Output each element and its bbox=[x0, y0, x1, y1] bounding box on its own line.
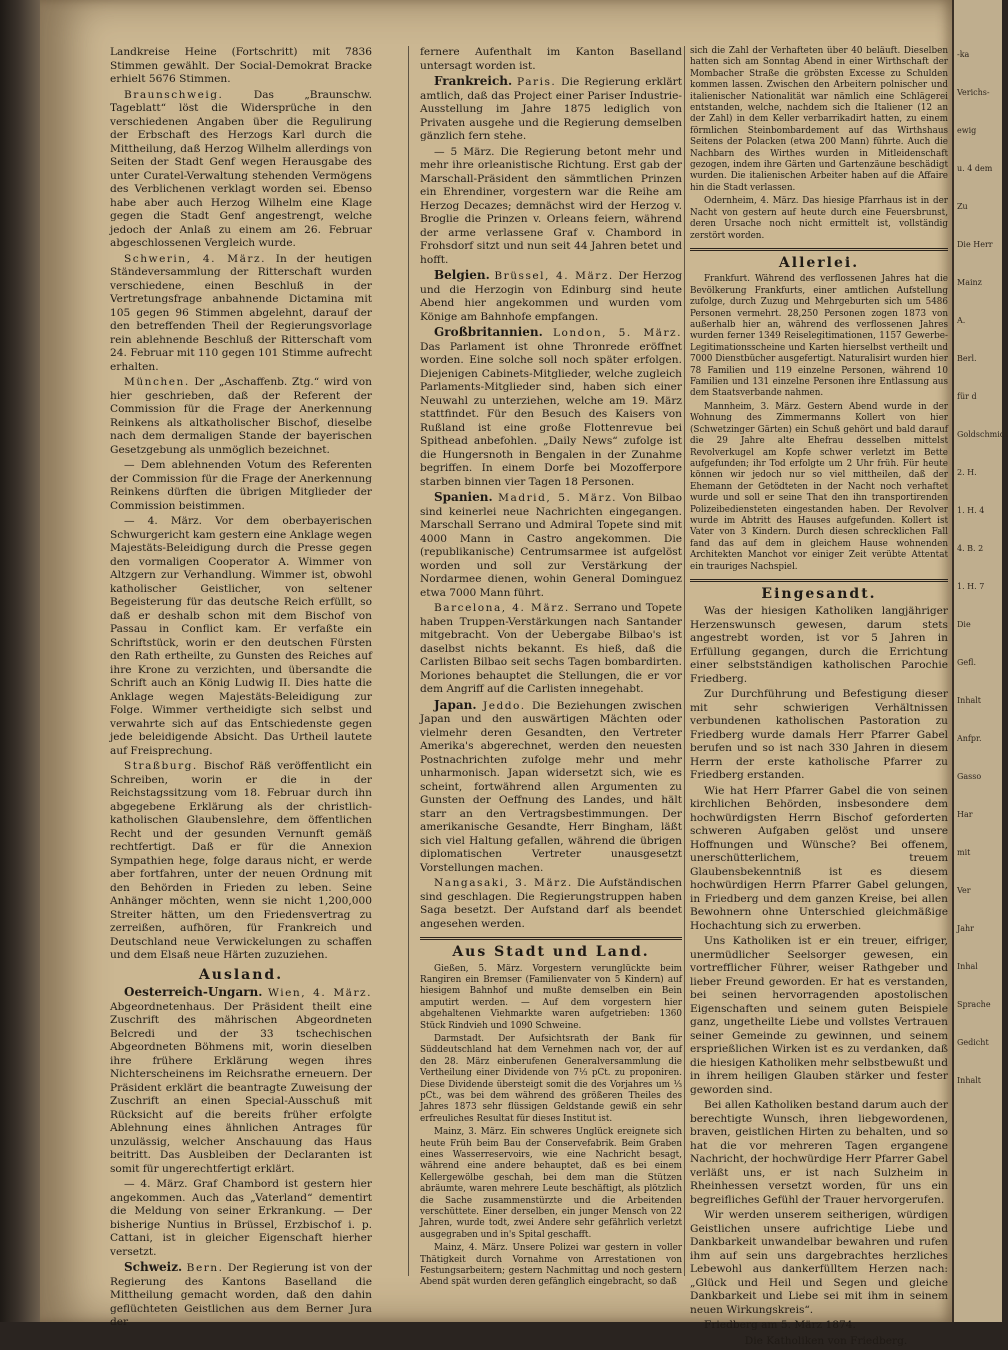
section-title-eingesandt: Eingesandt. bbox=[761, 585, 877, 602]
article bbox=[420, 326, 682, 489]
country-heading: Belgien. bbox=[434, 268, 490, 282]
local-news-continued bbox=[690, 46, 948, 242]
dateline: Bern. bbox=[186, 1262, 224, 1274]
edge-fragment: Die bbox=[957, 620, 971, 629]
country-heading: Spanien. bbox=[434, 490, 493, 504]
edge-fragment: Mainz bbox=[957, 278, 982, 287]
article-text: Wir werden unserem seitherigen, würdigen Geistlichen unsere aufrichtige Liebe und Dankbarkeit unwandelbar bewahren und rufen ihm auf sein uns dargebrachtes herzliches Lebewohl aus dankerfülltem Herzen nach: „Glück und Heil und Segen und gleiche Dankbarkeit und Liebe sei mit ihm in seinem neuen Wirkungskreis“. bbox=[690, 1209, 948, 1316]
article bbox=[110, 89, 372, 251]
edge-fragment: Verichs- bbox=[957, 88, 990, 97]
article-text: Wie hat Herr Pfarrer Gabel die von seinen kirchlichen Behörden, insbesondere dem hochwürdigsten Herrn Bischof geforderten schweren Aufgaben gelöst und unsere Hoffnungen und Wünsche? Bei offenem, unerschütterlichem, treuem Glaubensbekenntniß ist es diesem hochwürdigen Herrn Pfarrer Gabel gelungen, in Friedberg und dem ganzen Kreise, bei allen Bewohnern ohne Unterschied gleichmäßige Hochachtung sich zu erwerben. bbox=[690, 784, 948, 932]
article bbox=[420, 877, 682, 931]
column-2 bbox=[420, 46, 682, 1291]
article bbox=[420, 602, 682, 697]
dateline: München. bbox=[124, 376, 190, 388]
section-title-local: Aus Stadt und Land. bbox=[452, 944, 650, 960]
edge-fragment: Inhal bbox=[957, 962, 978, 971]
country-heading: Oesterreich-Ungarn. bbox=[124, 985, 263, 999]
dateline: Nangasaki, 3. März. bbox=[434, 877, 573, 889]
column-rule-2 bbox=[684, 46, 685, 1276]
next-page-edge bbox=[952, 0, 1008, 1322]
country-heading: Japan. bbox=[434, 697, 477, 712]
column-1 bbox=[110, 46, 372, 1332]
dateline: Friedberg am 5. März 1874. bbox=[704, 1319, 856, 1332]
edge-fragment: Inhalt bbox=[957, 696, 982, 705]
article-text: Bischof Räß veröffentlicht ein Schreiben, worin er die in der Reichstagssitzung vom 18. Februar durch ihn abgegebene Erklärung als der christlich-katholischen Glaubenslehre, dem öffentlichen Recht und der gesunden Vernunft gemäß rechtfertigt. Daß er für die Annexion Sympathien hege, folge daraus nicht, er werde aber fortfahren, unter der neuen Ordnung mit den Behörden in Frieden zu leben. Seine Anhänger möchten, wenn sie nicht 1,200,000 Streiter hätten, um den Friedensvertrag zu zerreißen, aufhören, für Frankreich und Deutschland neue Verwickelungen zu schaffen und dem Elsaß neue Härten zuzuziehen. bbox=[110, 760, 372, 961]
dateline: Straßburg. bbox=[124, 760, 198, 772]
article-text: sich die Zahl der Verhafteten über 40 beläuft. Dieselben hatten sich am Sonntag Abend in einer Wirthschaft der Mombacher Straße die gröbsten Excesse zu Schulden kommen lassen. Zwischen den Arbeitern polnischer und italienischer Nationalität war nämlich eine Schlägerei entstanden, welche, nachdem sich die Italiener (12 an der Zahl) in dem Keller verbarrikadirt hatten, zu einem förmlichen Steinbombardement auf das Wirthshaus Seitens der Polacken (etwa 200 Mann) führte. Auch die Nachbarn des Wirthes wurden in Mitleidenschaft gezogen, indem ihre Gärten und Gartenzäune beschädigt wurden. Die italienischen Arbeiter haben auf die Affaire hin die Stadt verlassen. bbox=[690, 46, 948, 193]
article-text: Darmstadt. Der Aufsichtsrath der Bank für Süddeutschland hat dem Vernehmen nach vor, der auf den 28. März einberufenen Generalversammlung die Vertheilung einer Dividende von 7⅓ pCt. zu proponiren. Diese Dividende übersteigt somit die des Vorjahres um ⅓ pCt., was bei dem während des größeren Theiles des Jahres 1873 sehr flüssigen Geldstande gewiß ein sehr erfreuliches Resultat für dieses Institut ist. bbox=[420, 1033, 682, 1124]
edge-fragment: A. bbox=[957, 316, 966, 325]
allerlei-news bbox=[690, 274, 948, 573]
article-text: Das Parlament ist ohne Thronrede eröffnet worden. Eine solche soll noch später erfolgen. Diejenigen Cabinets-Mitglieder, welche zugleich Parlaments-Mitglieder sind, haben sich einer Neuwahl zu unterziehen, welche am 19. März stattfindet. Für den Besuch des Kaisers von Rußland ist eine große Flottenrevue bei Spithead anbefohlen. „Daily News“ zufolge ist die Hungersnoth in Bengalen in der Zunahme begriffen. In einem Dorfe bei Mozofferpore starben binnen vier Tagen 18 Personen. bbox=[420, 340, 682, 488]
article-text: — 4. März. Vor dem oberbayerischen Schwurgericht kam gestern eine Anklage wegen Majestäts-Beleidigung durch die Presse gegen den vormaligen Cooperator A. Wimmer von Altzgern zur Verhandlung. Wimmer ist, obwohl katholischer Geistlicher, von seltener Begeisterung für das deutsche Reich erfüllt, so daß er deshalb schon mit dem Bischof von Passau in Conflict kam. Er verfaßte ein Schriftstück, worin er den deutschen Fürsten den Rath ertheilte, zu Gunsten des Reiches auf ihre Krone zu verzichten, und übersandte die Schrift auch an König Ludwig II. Dies hatte die Anklage wegen Majestäts-Beleidigung zur Folge. Wimmer vertheidigte sich selbst und verwahrte sich auf das Entschiedenste gegen jede beleidigende Absicht. Das Urtheil lautete auf Freisprechung. bbox=[110, 515, 372, 757]
edge-fragment: mit bbox=[957, 848, 971, 857]
edge-fragment: Berl. bbox=[957, 354, 977, 363]
article-text: fernere Aufenthalt im Kanton Baselland untersagt worden ist. bbox=[420, 46, 682, 72]
dateline: Schwerin, 4. März. bbox=[124, 252, 266, 265]
edge-fragment: 1. H. 7 bbox=[957, 582, 985, 591]
article-text: Die Regierung erklärt amtlich, daß das Project einer Pariser Industrie-Ausstellung im Jahre 1875 lediglich von Privaten ausgehe und die Regierung demselben gänzlich fern stehe. bbox=[420, 76, 682, 142]
edge-fragment: Ver bbox=[957, 886, 971, 895]
edge-fragment: Gasso bbox=[957, 772, 982, 781]
article-text: Mainz, 4. März. Unsere Polizei war gestern in voller Thätigkeit durch Vornahme von Arrestationen von Festungsarbeitern; gestern Nachmittag und noch gestern Abend spät wurden deren gefänglich eingebracht, so daß bbox=[420, 1243, 682, 1288]
article bbox=[420, 75, 682, 144]
edge-fragment: Gefl. bbox=[957, 658, 977, 667]
article-text: Von Bilbao sind keinerlei neue Nachrichten eingegangen. Marschall Serrano und Admiral Topete sind mit 4000 Mann in Castro angekommen. Die (republikanische) Centrumsarmee ist aufgelöst worden und soll zur Verstärkung der Nordarmee dienen, wohin General Dominguez etwa 7000 Mann führt. bbox=[420, 492, 682, 599]
dateline: Paris. bbox=[517, 76, 557, 88]
article bbox=[110, 1261, 372, 1330]
signature: Die Katholiken von Friedberg. bbox=[744, 1334, 908, 1347]
dateline: Brüssel, 4. März. bbox=[494, 270, 614, 282]
column-3 bbox=[690, 46, 948, 1350]
edge-fragment: Inhalt bbox=[957, 1076, 982, 1085]
edge-fragment: Sprache bbox=[957, 1000, 991, 1009]
article-text: Bei allen Katholiken bestand darum auch der berechtigte Wunsch, ihren liebgewordenen, braven, geistlichen Hirten zu behalten, und so hat die vor mehreren Tagen ergangene Nachricht, der hochwürdige Herr Pfarrer Gabel verläßt uns, er ist nach Sulzheim in Rheinhessen versetzt worden, für uns ein begreifliches Gefühl der Trauer hervorgerufen. bbox=[690, 1099, 948, 1206]
dateline: Braunschweig. bbox=[124, 88, 224, 101]
article bbox=[110, 986, 372, 1176]
article bbox=[110, 376, 372, 457]
country-heading: Schweiz. bbox=[124, 1260, 183, 1274]
article-text: — 5 März. Die Regierung betont mehr und mehr ihre orleanistische Richtung. Erst gab der Marschall-Präsident den sämmtlichen Prinzen ein Ehrendiner, vorgestern war die Reihe am Herzog Decazes; demnächst wird der Herzog v. Broglie die Prinzen v. Orleans feiern, während der arme verlassene Graf v. Chambord in Frohsdorf sitzt und nun seit 44 Jahren betet und hofft. bbox=[420, 145, 682, 266]
edge-fragment: ewig bbox=[957, 126, 977, 135]
edge-fragment: 4. B. 2 bbox=[957, 544, 984, 553]
article-text: Mannheim, 3. März. Gestern Abend wurde in der Wohnung des Zimmermanns Kollert von hier (Schwetzinger Gärten) ein Schuß gehört und bald darauf die 29 Jahre alte Ehefrau desselben mittelst Revolverkugel am Kopfe schwer verletzt im Bette aufgefunden; ihr Tod erfolgte um 2 Uhr früh. Für heute können wir jedoch nur so viel mittheilen, daß der Ehemann der Getödteten in der Nacht noch verhaftet wurde und soll er seine That den ihn transportirenden Polizeibediensteten eingestanden haben. Der Revolver wurde im Abtritt des Hauses aufgefunden. Kollert ist Vater von 3 Kindern. Durch diesen schrecklichen Fall fand das auf dem in gleichem Hause wohnenden Architekten Manchot vor einiger Zeit verübte Attentat ein trauriges Nachspiel. bbox=[690, 401, 948, 572]
article-text: Was der hiesigen Katholiken langjähriger Herzenswunsch gewesen, darum stets angestrebt worden, ist vor 5 Jahren in Erfüllung gegangen, durch die Errichtung einer selbstständigen katholischen Parochie Friedberg. bbox=[690, 605, 948, 685]
article-text: Frankfurt. Während des verflossenen Jahres hat die Bevölkerung Frankfurts, einer amtlichen Aufstellung zufolge, durch Zuzug und Mehrgeburten sich um 5486 Personen vermehrt. 28,250 Personen zogen 1873 von außerhalb hier an, während des verflossenen Jahres wurden ferner 1349 Reiselegitimationen, 1157 Gewerbe-Legitimationsscheine und Karten hierselbst vertheilt und 7000 Dienstbücher ausgefertigt. Naturalisirt wurden hier 78 Familien und 119 einzelne Personen, während 10 Familien und 131 einzelne Personen ihre Entlassung aus dem Staatsverbande nahmen. bbox=[690, 274, 948, 399]
article-text: Serrano und Topete haben Truppen-Verstärkungen nach Santander mitgebracht. Von der Uebergabe Bilbao's ist daselbst nichts bekannt. Es hieß, daß die Carlisten Bilbao seit sechs Tagen bombardirten. Moriones behauptet die Stellungen, die er vor dem Angriff auf die Carlisten innegehabt. bbox=[420, 602, 682, 695]
section-title-allerlei: Allerlei. bbox=[778, 254, 860, 271]
column-rule-1 bbox=[408, 46, 409, 1276]
article-text: Der Regierung ist von der Regierung des Kantons Baselland die Mittheilung gemacht worden, daß den dahin geflüchteten Geistlichen aus dem Berner Jura der bbox=[110, 1262, 373, 1328]
dateline: London, 5. März. bbox=[552, 327, 682, 339]
edge-fragment: Jahr bbox=[957, 924, 974, 933]
edge-fragment: Die Herr bbox=[957, 240, 993, 249]
article-text: Odernheim, 4. März. Das hiesige Pfarrhaus ist in der Nacht von gestern auf heute durch eine Feuersbrunst, deren Ursache noch nicht ermittelt ist, vollständig zerstört worden. bbox=[690, 196, 948, 241]
edge-fragment: Gedicht bbox=[957, 1038, 989, 1047]
article-text: — Dem ablehnenden Votum des Referenten der Commission für die Frage der Anerkennung Reinkens dürften die übrigen Mitglieder der Commission beistimmen. bbox=[110, 459, 372, 512]
edge-fragment: für d bbox=[957, 392, 977, 401]
article-text: Uns Katholiken ist er ein treuer, eifriger, unermüdlicher Seelsorger gewesen, ein vortrefflicher Führer, weiser Rathgeber und lieber Freund geworden. Er hat es verstanden, bei seinen hervorragenden apostolischen Eigenschaften und seinem guten Beispiele ganz, ungetheilte Liebe und vollstes Vertrauen seiner Gemeinde zu gewinnen, und seinem ersprießlichen Wirken ist es zu verdanken, daß die hiesigen Katholiken mehr selbstbewußt und in ihrem heiligen Glauben stärker und fester geworden sind. bbox=[690, 935, 948, 1096]
edge-fragment: -ka bbox=[957, 50, 970, 59]
dateline: Barcelona, 4. März. bbox=[434, 602, 570, 614]
article-text: Gießen, 5. März. Vorgestern verunglückte beim Rangiren ein Bremser (Familienvater von 5 Kindern) auf hiesigem Bahnhof und mußte demselben ein Bein amputirt werden. — Auf dem vorgestern hier abgehaltenen Viehmarkte waren aufgetrieben: 1360 Stück Rindvieh und 1090 Schweine. bbox=[420, 963, 682, 1031]
edge-fragment: Zu bbox=[957, 202, 968, 211]
article-text: Die Aufständischen sind geschlagen. Die Regierungstruppen haben Saga besetzt. Der Aufstand darf als beendet angesehen werden. bbox=[420, 877, 683, 930]
article-text: In der heutigen Ständeversammlung der Ritterschaft wurden verschiedene, einen Beschluß in der Vertretungsfrage anbahnende Dictamina mit 105 gegen 96 Stimmen abgelehnt, darauf der den betreffenden Theil der Regierungsvorlage rein ablehnende Beschluß der Ritterschaft vom 24. Februar mit 110 gegen 101 Stimme aufrecht erhalten. bbox=[110, 252, 372, 373]
country-heading: Frankreich. bbox=[434, 74, 513, 88]
edge-text bbox=[954, 48, 1008, 1088]
dateline: Wien, 4. März. bbox=[268, 987, 372, 999]
article-text: Der Herzog und die Herzogin von Edinburg sind heute Abend hier angekommen und wurden vom Könige am Bahnhofe empfangen. bbox=[420, 270, 682, 323]
article-text: — 4. März. Graf Chambord ist gestern hier angekommen. Auch das „Vaterland“ dementirt die Meldung von seiner Erkrankung. — Der bisherige Nuntius in Brüssel, Erzbischof i. p. Cattani, ist in gleicher Eigenschaft hierher versetzt. bbox=[110, 1178, 372, 1258]
edge-fragment: 1. H. 4 bbox=[957, 506, 985, 515]
article bbox=[420, 491, 682, 600]
book-binding bbox=[0, 0, 40, 1322]
article bbox=[420, 699, 682, 876]
country-heading: Großbritannien. bbox=[434, 325, 543, 339]
dateline: Jeddo. bbox=[482, 699, 526, 712]
edge-fragment: Anfpr. bbox=[957, 734, 982, 743]
edge-fragment: Goldschmidt bbox=[957, 430, 1008, 439]
edge-fragment: Har bbox=[957, 810, 973, 819]
article-text: Die Beziehungen zwischen Japan und den auswärtigen Mächten oder vielmehr deren Gesandten, den Vertreter Amerika's abgerechnet, werden den neuesten Postnachrichten zufolge mehr und mehr unharmonisch. Japan widersetzt sich, wie es scheint, fortwährend allen Argumenten zu Gunsten der Oeffnung des Landes, und hält starr an den Vertragsbestimmungen. Der amerikanische Gesandte, Herr Bingham, läßt sich viel Haltung gefallen, während die übrigen diplomatischen Vertreter unausgesetzt Vorstellungen machen. bbox=[420, 699, 683, 874]
article bbox=[110, 760, 372, 963]
article bbox=[420, 269, 682, 324]
article-text: Mainz, 3. März. Ein schweres Unglück ereignete sich heute Früh beim Bau der Conservefabrik. Beim Graben eines Wasserreservoirs, wie eine Nachricht besagt, während eine andere behauptet, daß es bei einem Kellergewölbe geschah, bei dem man die Stützen abräumte, waren mehrere Leute beschäftigt, als plötzlich die Sache zusammenstürzte und die Arbeitenden verschüttete. Einer derselben, ein junger Mensch von 22 Jahren, wurde todt, zwei Andere sehr gefährlich verletzt ausgegraben und in's Spital geschafft. bbox=[420, 1127, 682, 1240]
section-divider bbox=[690, 579, 948, 582]
article bbox=[110, 253, 372, 375]
article-text: Landkreise Heine (Fortschritt) mit 7836 Stimmen gewählt. Der Social-Demokrat Bracke erhielt 5676 Stimmen. bbox=[110, 46, 372, 85]
section-title-ausland: Ausland. bbox=[198, 966, 284, 983]
dateline: Madrid, 5. März. bbox=[498, 492, 618, 504]
section-divider bbox=[420, 937, 682, 940]
edge-fragment: 2. H. bbox=[957, 468, 977, 477]
edge-fragment: u. 4 dem bbox=[957, 164, 993, 173]
article-text: Das „Braunschw. Tageblatt“ löst die Widersprüche in den verschiedenen Angaben über die Regulirung der Erbschaft des Herzogs Karl durch die Mittheilung, daß Herzog Wilhelm allerdings von Seiten der Stadt Genf wegen Herausgabe des unter Curatel-Verwaltung stehenden Vermögens des Verblichenen verklagt worden sei. Ebenso habe aber auch Herzog Wilhelm eine Klage gegen die Stadt Genf angestrengt, welche jedoch der Anlaß zu einem am 26. Februar abgeschlossenen Vergleich wurde. bbox=[110, 88, 372, 249]
local-news bbox=[420, 964, 682, 1289]
section-divider bbox=[690, 248, 948, 251]
article-text: Abgeordnetenhaus. Der Präsident theilt eine Zuschrift des mährischen Abgeordneten Belcredi und der 33 tschechischen Abgeordneten Böhmens mit, worin dieselben ihre frühere Erklärung wegen ihres Nichterscheinens im Reichsrathe erneuern. Der Präsident erklärt die beantragte Zuweisung der Zuschrift an einen Special-Ausschuß mit Rücksicht auf die bereits früher erfolgte Ablehnung eines ähnlichen Antrages für unzulässig, welcher Anschauung das Haus beitritt. Das Ausbleiben der Declaranten ist somit für ungerechtfertigt erklärt. bbox=[110, 1000, 372, 1175]
article-text: Der „Aschaffenb. Ztg.“ wird von hier geschrieben, daß der Referent der Commission für die Frage der Anerkennung Reinkens als altkatholischer Bischof, dieselbe nach dem dermaligen Stande der bayerischen Gesetzgebung als unmöglich bezeichnet. bbox=[110, 376, 372, 456]
article-text: Zur Durchführung und Befestigung dieser mit sehr schwierigen Verhältnissen verbundenen katholischen Pastoration zu Friedberg wurde damals Herr Pfarrer Gabel berufen und so ist nach 330 Jahren in diesem Herrn der erste katholische Pfarrer zu Friedberg erstanden. bbox=[690, 688, 948, 782]
